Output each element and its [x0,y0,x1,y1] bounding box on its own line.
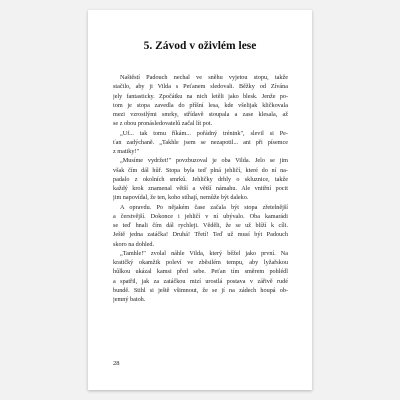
text-line: kratičký okamžik poleví ve zběsilém tempu, aby lyžařskou [113,259,288,266]
text-line: Naštěstí Padouch nechal ve sněhu vyjetou stopu, takže [120,74,288,81]
text-line: hůlkou ukázal kamsi před sebe. Peťan tím směrem pohlédl [113,268,288,276]
text-line: mezi vzrostlými smrky, střídavě stoupala a zase klesala, až [113,111,288,118]
text-line: jemný batoh. [113,296,146,303]
text-line: jim napovídal, že ten, koho stíhají, nemůže být daleko. [113,194,249,202]
text-line: „Uf... tak tomu říkám... pořádný trénink", slevil si Pe- [120,129,288,137]
text-line: „Musíme vydržet!" povzbuzoval je oba Vilda. Jelo se jim [120,157,288,165]
text-line: „Tamhle!" zvolal náhle Vilda, který běžel jako první. Na [120,249,288,257]
text-line: však čím dál hůř. Stopa byla teď plná jehličí, které do ní na- [113,166,288,174]
body-text [113,73,288,304]
text-line: ťan zadýchaně. „Takhle jsem se nezapotil... ani při písemce [113,138,288,146]
text-line: z matiky!" [113,148,140,155]
book-page [88,10,312,390]
text-line: a spatřil, jak za zatáčkou mizí urostlá postava v zářivě rudé [113,277,288,285]
text-line: každý krok znamenal větší a větší námahu. Ale vnitřní pocit [113,185,288,192]
text-line: Ještě jedna zatáčka! Druhá! Třetí! Teď už musí být Padouch [113,231,288,239]
text-line: tom je stopa zavedla do příšní lesa, kde všelijak kličkovala [113,101,288,109]
text-line: a čerstvější. Dokonce i jehličí v ní ubývalo. Oba kamarádi [113,212,288,220]
text-line: jely fantasticky. Zpočátku na nich letěli jako blesk. Jenže po- [113,92,288,100]
text-line: A opravdu. Po nějakém čase začala být stopa zřetelnější [120,203,288,211]
text-line: se teď hnali čím dál rychleji. Věděli, že se už blíží k cíli. [113,222,288,229]
page-number: 28 [113,360,120,367]
text-line: bundě. Stihl si ještě všimnout, že se jí na zádech houpá ob- [113,286,288,294]
text-line: padalo z okolních smrků. Jehličky drhly o skluznice, takže [113,175,288,183]
text-line: stačilo, aby ji Vilda s Peťanem sledovali. Běžky od Zívána [113,83,288,91]
text-line: se z obou pronásledovatelů začal lít pot. [113,120,213,128]
chapter-title: 5. Závod v oživlém lese [143,40,257,52]
text-line: skoro na dohled. [113,240,155,248]
